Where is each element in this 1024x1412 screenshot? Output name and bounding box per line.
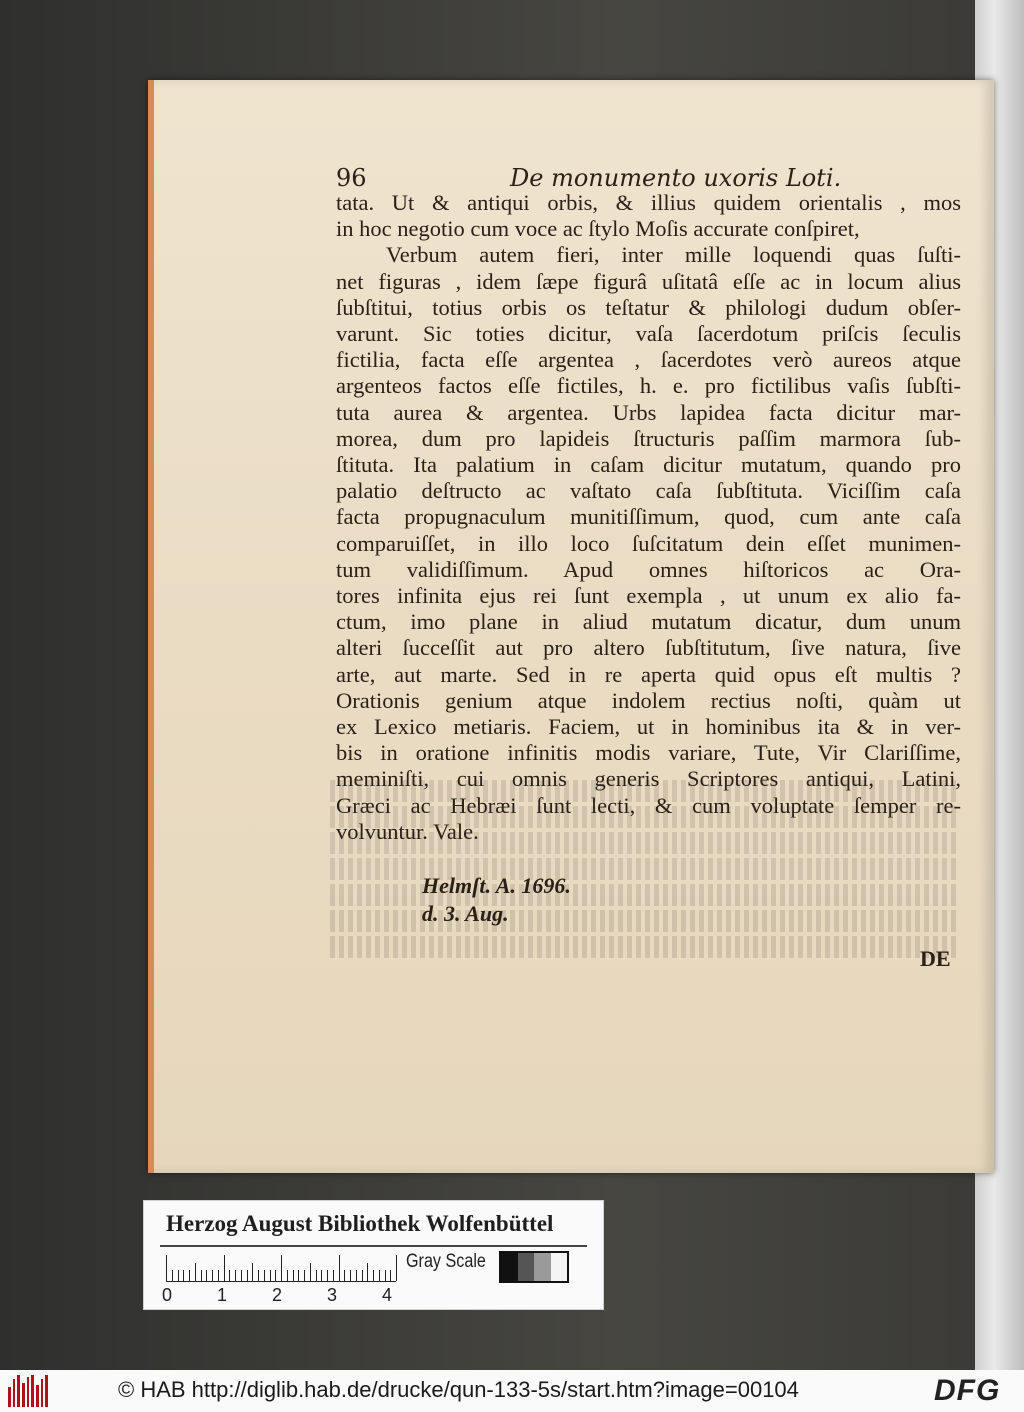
text-line: bis in oratione infinitis modis variare, Tute, Vir Clariſſime, (336, 740, 961, 766)
hab-logo-icon (8, 1375, 48, 1407)
page-number: 96 (336, 164, 367, 192)
text-line: volvuntur. Vale. (336, 818, 479, 844)
card-rule (160, 1245, 587, 1247)
ruler-number: 0 (162, 1285, 173, 1305)
hab-logo-bar (13, 1379, 16, 1407)
ruler-tick (287, 1270, 288, 1281)
ruler-tick (264, 1270, 265, 1281)
ruler-tick (293, 1270, 294, 1281)
ruler-tick (333, 1270, 334, 1281)
ruler-tick (362, 1270, 363, 1281)
catchword: DE (920, 946, 951, 971)
ruler-tick (235, 1270, 236, 1281)
ruler-tick (183, 1270, 184, 1281)
card-title: Herzog August Bibliothek Wolfenbüttel (166, 1211, 554, 1236)
ruler-tick (247, 1270, 248, 1281)
signoff (422, 872, 571, 928)
ruler-tick (252, 1263, 253, 1281)
ruler-tick (298, 1270, 299, 1281)
footer-bar (0, 1370, 1024, 1412)
text-line: alteri ſucceſſit aut pro altero ſubſtitutum, ſive natura, ſive (336, 635, 961, 661)
signoff-day: d. 3. Aug. (422, 901, 509, 926)
ruler-tick (270, 1270, 271, 1281)
text-line: Græci ac Hebræi ſunt lecti, & cum voluptate ſemper re- (336, 792, 961, 818)
hab-logo-bar (45, 1375, 48, 1407)
ruler-tick (212, 1270, 213, 1281)
ruler-tick (195, 1263, 196, 1281)
text-line: meminiſti, cui omnis generis Scriptores antiqui, Latini, (336, 766, 961, 792)
ruler-tick (310, 1263, 311, 1281)
footer-copyright-link[interactable]: © HAB http://diglib.hab.de/drucke/qun-133-5s/start.htm?image=00104 (118, 1377, 799, 1402)
text-line: tum validiſſimum. Apud omnes hiſtoricos ac Ora- (336, 556, 961, 582)
ruler-tick (339, 1255, 340, 1281)
text-line: varunt. Sic toties dicitur, vaſa ſacerdotum priſcis ſeculis (336, 321, 961, 347)
ruler-tick (356, 1270, 357, 1281)
text-line: facta propugnaculum munitiſſimum, quod, cum ante caſa (336, 504, 961, 530)
ruler-tick (385, 1270, 386, 1281)
text-line: net figuras , idem ſæpe figurâ uſitatâ eſſe ac in locum alius (336, 268, 961, 294)
hab-logo-bar (17, 1375, 20, 1407)
ruler-tick (166, 1255, 167, 1281)
hab-logo-bar (27, 1377, 30, 1407)
gray-scale-bar (499, 1251, 569, 1283)
text-line: ſtituta. Ita palatium in caſam dicitur mutatum, quando pro (336, 452, 961, 478)
ruler-tick (327, 1270, 328, 1281)
hab-logo-bar (41, 1379, 44, 1407)
hab-logo-bar (22, 1383, 25, 1407)
text-line: ctum, imo plane in aliud mutatum dicatur, dum unum (336, 609, 961, 635)
ruler-tick (316, 1270, 317, 1281)
ruler-tick (206, 1270, 207, 1281)
text-line: tores infinita ejus rei ſunt exempla , ut unum ex alio fa- (336, 583, 961, 609)
ruler-tick (304, 1270, 305, 1281)
ruler-tick (396, 1255, 397, 1281)
ruler-tick (258, 1270, 259, 1281)
gray-swatch (551, 1253, 568, 1281)
ruler-tick (241, 1270, 242, 1281)
signoff-place-date: Helmſt. A. 1696. (422, 873, 571, 898)
text-line: morea, dum pro lapideis ſtructuris paſſim marmora ſub- (336, 425, 961, 451)
text-line: Orationis genium atque indolem rectius noſti, quàm ut (336, 687, 961, 713)
ruler-tick (224, 1255, 225, 1281)
ruler-number: 1 (217, 1285, 228, 1305)
ruler-number: 3 (327, 1285, 338, 1305)
ruler-scale (166, 1253, 396, 1282)
ruler-tick (350, 1270, 351, 1281)
text-line: argenteos factos eſſe fictiles, h. e. pro fictilibus vaſis ſubſti- (336, 373, 961, 399)
text-line: arte, aut marte. Sed in re aperta quid opus eſt multis ? (336, 661, 961, 687)
ruler-tick (218, 1270, 219, 1281)
ruler-tick (367, 1263, 368, 1281)
ruler-tick (344, 1270, 345, 1281)
hab-logo-bar (8, 1387, 11, 1407)
text-line: Verbum autem fieri, inter mille loquendi quas ſuſti- (386, 242, 961, 268)
text-line: comparuiſſet, in illo loco ſuſcitatum dein eſſet munimen- (336, 530, 961, 556)
ruler-tick (201, 1270, 202, 1281)
hab-logo-bar (31, 1375, 34, 1407)
ruler-tick (275, 1270, 276, 1281)
gray-swatch (501, 1253, 518, 1281)
text-line: ex Lexico metiaris. Faciem, ut in hominibus ita & in ver- (336, 714, 961, 740)
ruler-tick (390, 1270, 391, 1281)
ruler-tick (281, 1255, 282, 1281)
body-text (336, 190, 961, 845)
ruler-tick (189, 1270, 190, 1281)
ruler-numbers (162, 1285, 412, 1305)
ruler-tick (229, 1270, 230, 1281)
text-line: tuta aurea & argentea. Urbs lapidea facta dicitur mar- (336, 399, 961, 425)
text-line: in hoc negotio cum voce ac ſtylo Moſis accurate conſpiret, (336, 216, 860, 242)
dfg-logo: DFG (934, 1374, 1001, 1407)
text-line: fictilia, facta eſſe argentea , ſacerdotes verò aureos atque (336, 347, 961, 373)
hab-logo-bar (36, 1385, 39, 1407)
running-head: De monumento uxoris Loti. (510, 164, 842, 192)
gray-scale-label: Gray Scale (406, 1251, 486, 1272)
gray-swatch (534, 1253, 551, 1281)
ruler-tick (379, 1270, 380, 1281)
ruler-tick (172, 1270, 173, 1281)
color-card (143, 1200, 604, 1310)
text-line: palatio deſtructo ac vaſtato caſa ſubſtituta. Viciſſim caſa (336, 478, 961, 504)
ruler-tick (321, 1270, 322, 1281)
text-line: tata. Ut & antiqui orbis, & illius quidem orientalis , mos (336, 190, 961, 215)
gray-swatch (518, 1253, 535, 1281)
ruler-number: 4 (382, 1285, 393, 1305)
ruler-tick (178, 1270, 179, 1281)
ruler-number: 2 (272, 1285, 283, 1305)
ruler-tick (373, 1270, 374, 1281)
text-line: ſubſtitui, totius orbis os teſtatur & philologi dudum obſer- (336, 294, 961, 320)
